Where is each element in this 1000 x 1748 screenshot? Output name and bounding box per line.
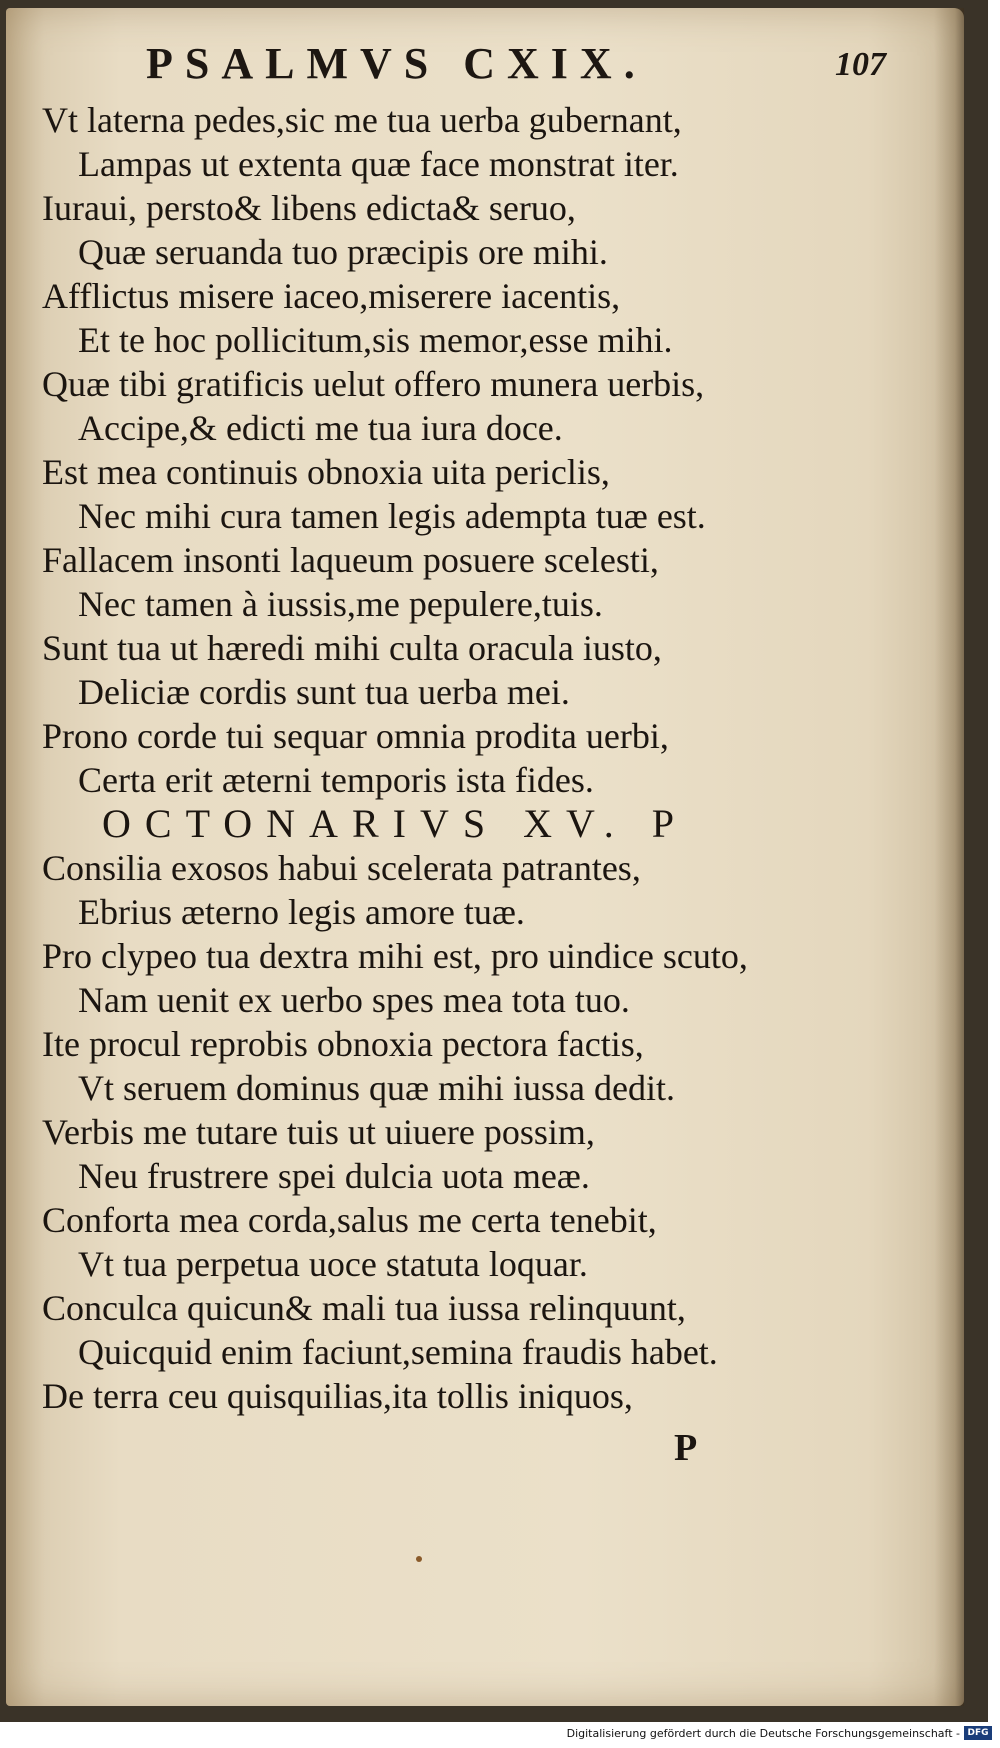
- verse-line: Vt laterna pedes,sic me tua uerba gubernant,: [42, 100, 682, 140]
- verse-line: Accipe,& edicti me tua iura doce.: [78, 408, 563, 448]
- verse-line: Conforta mea corda,salus me certa tenebit,: [42, 1200, 657, 1240]
- verse-line: Neu frustrere spei dulcia uota meæ.: [78, 1156, 590, 1196]
- funding-credit: Digitalisierung gefördert durch die Deutsche Forschungsgemeinschaft -: [566, 1727, 960, 1740]
- verse-line: Consilia exosos habui scelerata patrantes,: [42, 848, 641, 888]
- page-header: [146, 38, 886, 98]
- verse-line: Sunt tua ut hæredi mihi culta oracula iusto,: [42, 628, 662, 668]
- verse-line: Nec mihi cura tamen legis adempta tuæ est.: [78, 496, 706, 536]
- verse-line: De terra ceu quisquilias,ita tollis iniquos,: [42, 1376, 633, 1416]
- verse-line: Ite procul reprobis obnoxia pectora factis,: [42, 1024, 644, 1064]
- ink-stain: [416, 1556, 422, 1562]
- page-edge-shadow: [934, 8, 964, 1706]
- verse-line: Est mea continuis obnoxia uita periclis,: [42, 452, 610, 492]
- page-number: 107: [835, 46, 886, 83]
- verse-line: Nec tamen à iussis,me pepulere,tuis.: [78, 584, 603, 624]
- verse-line: Nam uenit ex uerbo spes mea tota tuo.: [78, 980, 630, 1020]
- verse-line: Quæ tibi gratificis uelut offero munera uerbis,: [42, 364, 705, 404]
- verse-line: Lampas ut extenta quæ face monstrat iter.: [78, 144, 679, 184]
- verse-line: Fallacem insonti laqueum posuere scelesti,: [42, 540, 659, 580]
- verse-line: Verbis me tutare tuis ut uiuere possim,: [42, 1112, 595, 1152]
- verse-line: Et te hoc pollicitum,sis memor,esse mihi.: [78, 320, 673, 360]
- running-title: PSALMVS CXIX.: [146, 39, 647, 88]
- digitization-footer: [0, 1722, 1000, 1748]
- verse-line: Certa erit æterni temporis ista fides.: [78, 760, 594, 800]
- verse-line: Vt seruem dominus quæ mihi iussa dedit.: [78, 1068, 675, 1108]
- verse-line: Pro clypeo tua dextra mihi est, pro uindice scuto,: [42, 936, 748, 976]
- verse-line: Conculca quicun& mali tua iussa relinquunt,: [42, 1288, 686, 1328]
- verse-line: Quicquid enim faciunt,semina fraudis habet.: [78, 1332, 718, 1372]
- verse-line: Deliciæ cordis sunt tua uerba mei.: [78, 672, 570, 712]
- section-heading: OCTONARIVS XV. P: [102, 801, 688, 846]
- catchword: P: [674, 1427, 698, 1469]
- verse-line: Prono corde tui sequar omnia prodita uerbi,: [42, 716, 669, 756]
- dfg-logo: DFG: [964, 1726, 992, 1740]
- verse-line: Vt tua perpetua uoce statuta loquar.: [78, 1244, 588, 1284]
- book-page: [6, 8, 964, 1706]
- verse-line: Afflictus misere iaceo,miserere iacentis,: [42, 276, 621, 316]
- verse-line: Ebrius æterno legis amore tuæ.: [78, 892, 525, 932]
- psalm-text: [42, 98, 822, 1418]
- verse-line: Iuraui, persto& libens edicta& seruo,: [42, 188, 576, 228]
- verse-line: Quæ seruanda tuo præcipis ore mihi.: [78, 232, 608, 272]
